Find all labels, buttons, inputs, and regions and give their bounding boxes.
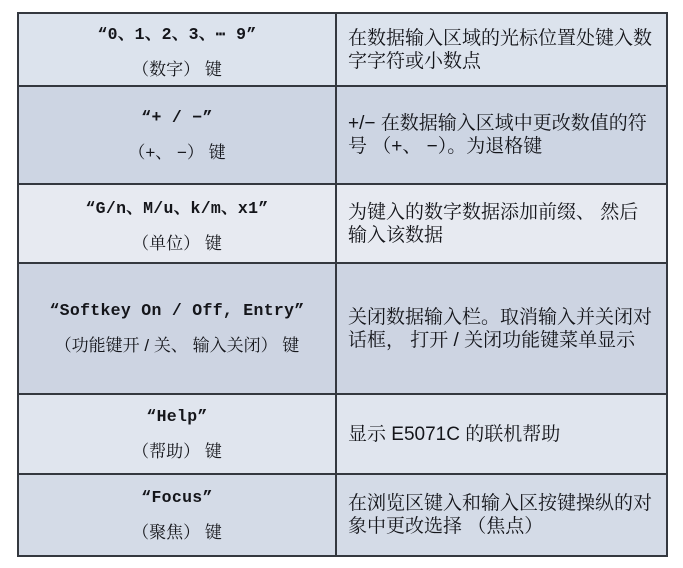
table-row xyxy=(19,475,666,555)
key-description: 在数据输入区域的光标位置处键入数字字符或小数点 xyxy=(348,27,653,72)
key-label: （功能键开 / 关、 输入关闭） 键 xyxy=(54,336,300,355)
table-row xyxy=(19,185,666,264)
description-cell xyxy=(337,264,666,393)
key-cell xyxy=(19,264,337,393)
key-name: “Focus” xyxy=(141,487,213,507)
key-description: 关闭数据输入栏。取消输入并关闭对话框， 打开 / 关闭功能键菜单显示 xyxy=(348,306,653,351)
key-cell xyxy=(19,395,337,473)
key-name: “0、1、2、3、⋯ 9” xyxy=(97,24,257,44)
key-name: “+ / −” xyxy=(141,107,213,127)
description-cell xyxy=(337,395,666,473)
key-description: 显示 E5071C 的联机帮助 xyxy=(348,423,561,445)
key-name: “Softkey On / Off, Entry” xyxy=(49,301,305,320)
key-description: 为键入的数字数据添加前缀、 然后输入该数据 xyxy=(348,201,639,246)
key-label: （帮助） 键 xyxy=(132,441,222,461)
key-description-table xyxy=(17,12,668,557)
table-row xyxy=(19,14,666,87)
description-cell xyxy=(337,475,666,555)
description-cell xyxy=(337,87,666,183)
key-name: “Help” xyxy=(146,406,208,426)
key-cell xyxy=(19,87,337,183)
description-cell xyxy=(337,14,666,85)
key-description: +/− 在数据输入区域中更改数值的符号 （+、 −）。为退格键 xyxy=(348,113,647,157)
key-label: （数字） 键 xyxy=(132,59,222,79)
key-label: （聚焦） 键 xyxy=(132,522,222,542)
key-description: 在浏览区键入和输入区按键操纵的对象中更改选择 （焦点） xyxy=(348,493,653,537)
key-label: （单位） 键 xyxy=(132,233,222,253)
key-cell xyxy=(19,185,337,262)
key-cell xyxy=(19,14,337,85)
key-cell xyxy=(19,475,337,555)
description-cell xyxy=(337,185,666,262)
table-row xyxy=(19,87,666,185)
table-row xyxy=(19,264,666,395)
table-row xyxy=(19,395,666,475)
key-label: （+、 −） 键 xyxy=(128,142,226,162)
key-name: “G/n、M/u、k/m、x1” xyxy=(85,198,269,218)
